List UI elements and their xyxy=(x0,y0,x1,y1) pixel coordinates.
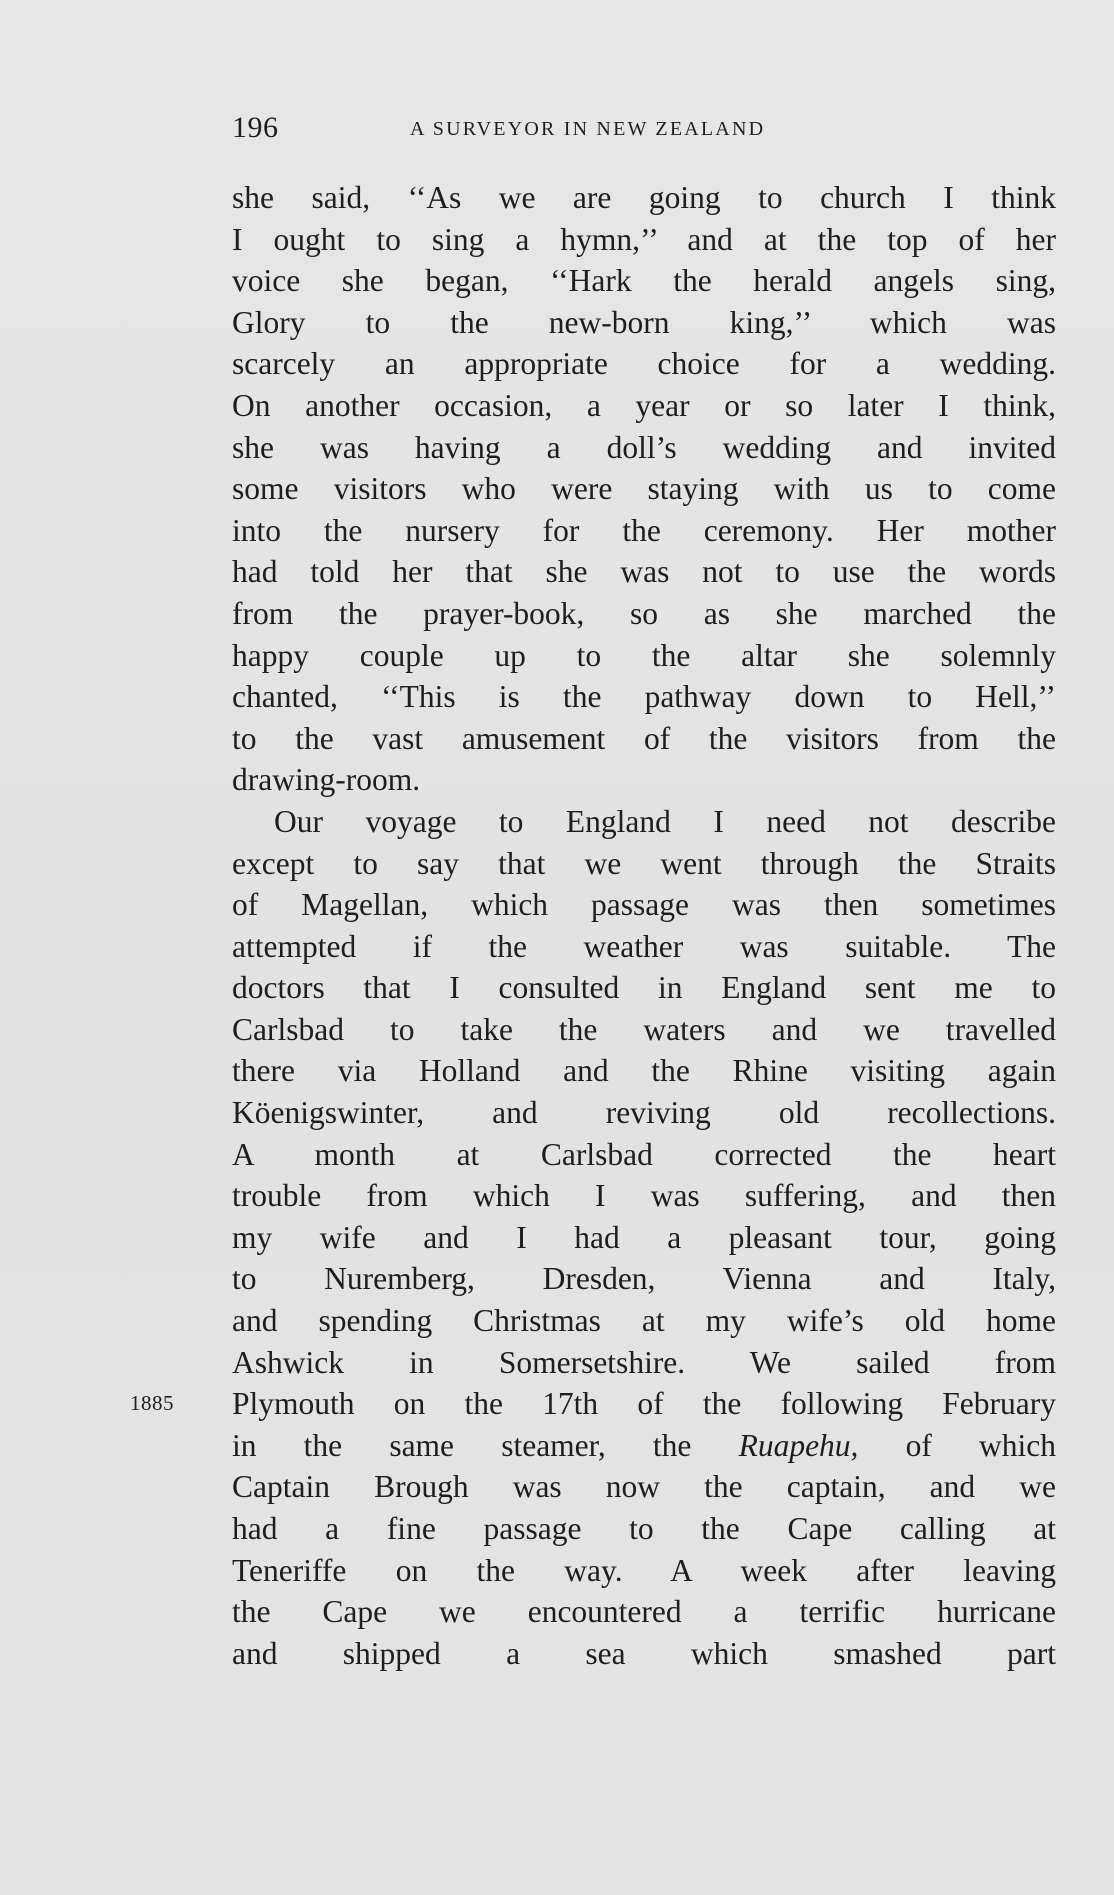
text-segment: of which xyxy=(858,1427,1056,1463)
text-line: Our voyage to England I need not describe xyxy=(274,803,1056,839)
text-line: my wife and I had a pleasant tour, going xyxy=(232,1219,1056,1255)
text-line: the Cape we encountered a terrific hurricane xyxy=(232,1594,1056,1630)
text-line: I ought to sing a hymn,’’ and at the top of her xyxy=(232,221,1056,257)
text-line: to Nuremberg, Dresden, Vienna and Italy, xyxy=(232,1261,1056,1297)
ship-name: Ruapehu, xyxy=(738,1427,859,1463)
text-line: she was having a doll’s wedding and invited xyxy=(232,429,1056,465)
text-line: Plymouth on the 17th of the following February xyxy=(232,1386,1056,1422)
text-line: voice she began, ‘‘Hark the herald angels sing, xyxy=(232,263,1056,299)
text-line: there via Holland and the Rhine visiting again xyxy=(232,1053,1056,1089)
text-line: and spending Christmas at my wife’s old home xyxy=(232,1303,1056,1339)
text-line: except to say that we went through the Straits xyxy=(232,845,1056,881)
text-line: into the nursery for the ceremony. Her mother xyxy=(232,512,1056,548)
text-segment: in the same steamer, the xyxy=(232,1427,739,1463)
text-line: had a fine passage to the Cape calling at xyxy=(232,1511,1056,1546)
text-line: from the prayer-book, so as she marched the xyxy=(232,595,1056,631)
text-line: to the vast amusement of the visitors from the xyxy=(232,720,1056,756)
body-text xyxy=(232,177,1056,1674)
text-line: Ashwick in Somersetshire. We sailed from xyxy=(232,1344,1056,1380)
text-line: On another occasion, a year or so later I think, xyxy=(232,387,1056,423)
text-line: Teneriffe on the way. A week after leaving xyxy=(232,1552,1056,1588)
page-number: 196 xyxy=(232,111,279,144)
text-line: A month at Carlsbad corrected the heart xyxy=(232,1136,1056,1172)
text-line: of Magellan, which passage was then sometimes xyxy=(232,887,1056,923)
margin-year-note: 1885 xyxy=(130,1391,174,1415)
text-line: happy couple up to the altar she solemnly xyxy=(232,637,1056,673)
text-line: had told her that she was not to use the words xyxy=(232,554,1056,590)
page-header xyxy=(232,108,1056,148)
text-line: attempted if the weather was suitable. The xyxy=(232,928,1056,964)
text-line: Glory to the new-born king,’’ which was xyxy=(232,304,1056,340)
text-line: some visitors who were staying with us to come xyxy=(232,471,1056,507)
text-line: Carlsbad to take the waters and we travelled xyxy=(232,1011,1056,1047)
text-line: drawing-room. xyxy=(232,762,421,798)
text-line: chanted, ‘‘This is the pathway down to Hell,’’ xyxy=(232,679,1056,715)
text-line: scarcely an appropriate choice for a wedding. xyxy=(232,346,1056,382)
text-line xyxy=(232,1425,1056,1467)
text-line: trouble from which I was suffering, and then xyxy=(232,1178,1056,1214)
running-head: A SURVEYOR IN NEW ZEALAND xyxy=(410,118,766,140)
text-line: she said, ‘‘As we are going to church I think xyxy=(232,180,1056,215)
text-line: Köenigswinter, and reviving old recollections. xyxy=(232,1095,1056,1131)
text-line: and shipped a sea which smashed part xyxy=(232,1635,1056,1671)
text-line: doctors that I consulted in England sent me to xyxy=(232,970,1056,1006)
text-line: Captain Brough was now the captain, and we xyxy=(232,1469,1056,1505)
